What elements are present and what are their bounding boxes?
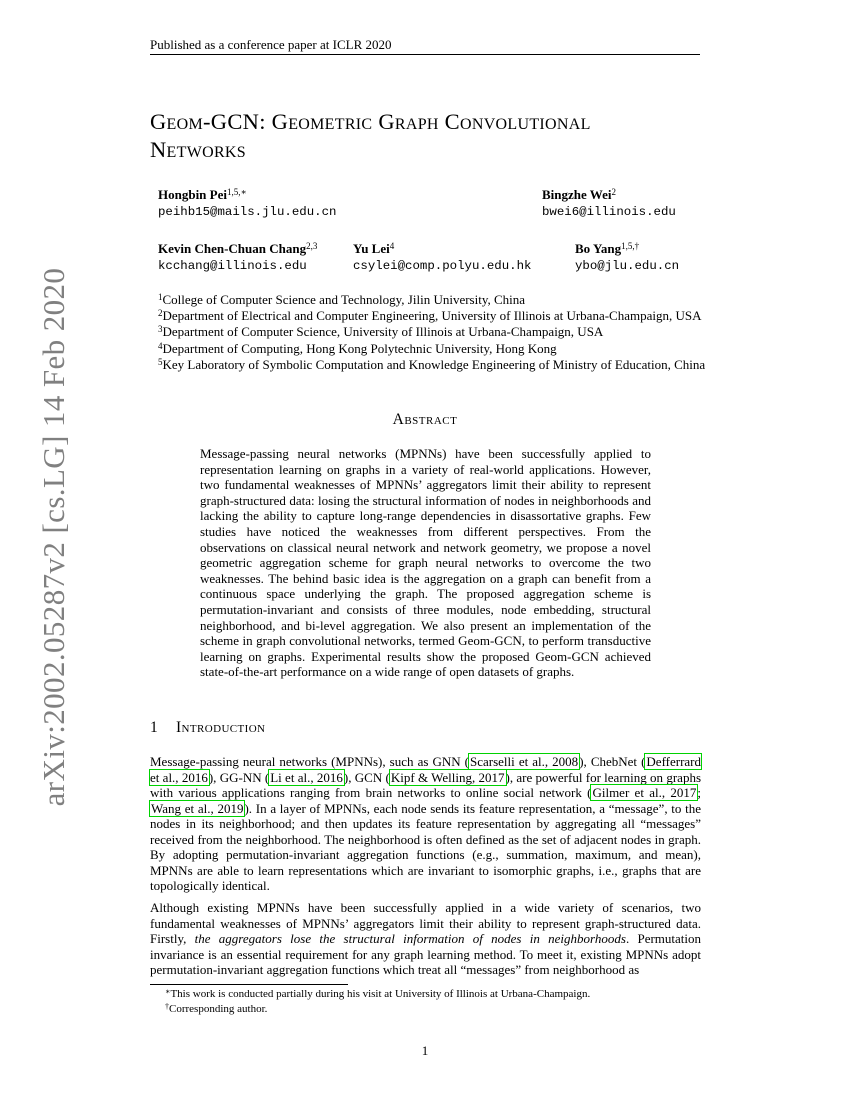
- author-block: [542, 187, 676, 220]
- footnote-marker: ∗: [165, 987, 171, 996]
- body-text: . Permutation invariance is an essential requirement for any graph learning method. To meet it, existing MPNNs adopt permutation-invariant aggregation functions which treat all “messages” from neighborhood as: [150, 931, 702, 977]
- citation-link[interactable]: Defferrard et al., 2016: [150, 754, 702, 785]
- footnote-text: This work is conducted partially during his visit at University of Illinois at Urbana-Champaign.: [170, 988, 591, 1000]
- author-name: Yu Lei: [353, 241, 390, 256]
- body-text: ), ChebNet (: [579, 754, 646, 769]
- affiliation-marker: 2: [158, 308, 163, 319]
- affiliation-text: Key Laboratory of Symbolic Computation and Knowledge Engineering of Ministry of Education, China: [162, 356, 706, 372]
- author-email[interactable]: kcchang@illinois.edu: [158, 259, 307, 273]
- affiliation-line: [158, 341, 705, 357]
- footnote-rule: [150, 984, 348, 985]
- body-text: ). In a layer of MPNNs, each node sends its feature representation, a “message”, to the nodes in its neighborhood; and then updates its feature representation by aggregating all “messages” received from the neighborhood. The neighborhood is often defined as the set of adjacent nodes in graph. By adopting permutation-invariant aggregation functions (e.g., summation, maximum, and mean), MPNNs are able to learn representations which are invariant to isomorphic graphs, i.e., graphs that are topologically identical.: [150, 800, 702, 893]
- section-number: 1: [150, 719, 158, 736]
- arxiv-identifier-stamp: arXiv:2002.05287v2 [cs.LG] 14 Feb 2020: [36, 267, 71, 807]
- author-block: [353, 241, 531, 274]
- body-text: ), are powerful for learning on graphs with various applications ranging from brain networks to online social network (: [150, 769, 702, 800]
- author-block: [158, 187, 336, 220]
- author-affil-marker: 1,5,†: [621, 241, 640, 251]
- affiliation-line: [158, 292, 705, 308]
- affiliation-marker: 1: [158, 292, 163, 302]
- author-email[interactable]: csylei@comp.polyu.edu.hk: [353, 259, 532, 273]
- section-title: Introduction: [176, 719, 266, 736]
- section-heading-introduction: [150, 719, 265, 737]
- citation-link[interactable]: Kipf & Welling, 2017: [390, 769, 505, 785]
- footnote-marker: †: [165, 1002, 169, 1011]
- body-text: Message-passing neural networks (MPNNs), such as GNN (: [150, 754, 469, 769]
- author-name: Kevin Chen-Chuan Chang: [158, 241, 307, 256]
- header-rule: [150, 54, 700, 55]
- body-text: ), GG-NN (: [208, 769, 270, 785]
- paper-title: [150, 108, 710, 164]
- author-name: Bingzhe Wei: [542, 187, 612, 202]
- affiliation-marker: 3: [158, 324, 163, 335]
- affiliation-marker: 5: [158, 356, 163, 367]
- author-affil-marker: 4: [389, 241, 395, 251]
- author-name: Hongbin Pei: [158, 187, 227, 202]
- affiliation-line: [158, 324, 705, 340]
- affiliation-text: College of Computer Science and Technology, Jilin University, China: [162, 292, 526, 307]
- body-text: ;: [697, 785, 701, 800]
- citation-link[interactable]: Wang et al., 2019: [151, 800, 244, 816]
- author-email[interactable]: bwei6@illinois.edu: [542, 205, 676, 219]
- citation-link[interactable]: Scarselli et al., 2008: [470, 754, 579, 769]
- page-number: 1: [421, 1043, 429, 1058]
- intro-paragraph-1: [150, 754, 701, 894]
- affiliations: [158, 292, 705, 373]
- intro-paragraph-2: [150, 900, 701, 978]
- running-header: Published as a conference paper at ICLR 2020: [150, 37, 392, 52]
- title-line-2: Networks: [150, 137, 246, 162]
- affiliation-line: [158, 357, 705, 373]
- footnote: [165, 1003, 267, 1016]
- affiliation-marker: 4: [158, 340, 163, 351]
- affiliation-text: Department of Electrical and Computer Engineering, University of Illinois at Urbana-Champaign, USA: [162, 308, 702, 324]
- abstract-body: Message-passing neural networks (MPNNs) have been successfully applied to representation learning on graphs in a variety of real-world applications. However, two fundamental weaknesses of MPNNs’ aggregators limit their ability to represent graph-structured data: losing the structural information of nodes in neighborhoods and lacking the ability to capture long-range dependencies in disassortative graphs. Few studies have noticed the weaknesses from different perspectives. From the observations on classical neural network and network geometry, we propose a novel geometric aggregation scheme for graph neural networks to overcome the two weaknesses. The behind basic idea is the aggregation on a graph can benefit from a continuous space underlying the graph. The proposed aggregation scheme is permutation-invariant and consists of three modules, node embedding, structural neighborhood, and bi-level aggregation. We also present an implementation of the scheme in graph convolutional networks, termed Geom-GCN, to perform transductive learning on graphs. Experimental results show the proposed Geom-GCN achieved state-of-the-art performance on a wide range of open datasets of graphs.: [200, 446, 651, 680]
- author-affil-marker: 1,5,∗: [227, 187, 247, 197]
- emphasized-text: the aggregators lose the structural information of nodes in neighborhoods: [194, 931, 626, 946]
- citation-link[interactable]: Li et al., 2016: [270, 769, 343, 785]
- author-affil-marker: 2: [611, 187, 616, 197]
- author-affil-marker: 2,3: [306, 241, 318, 251]
- author-email[interactable]: ybo@jlu.edu.cn: [575, 259, 680, 273]
- author-email[interactable]: peihb15@mails.jlu.edu.cn: [158, 205, 337, 219]
- author-block: [575, 241, 679, 274]
- affiliation-text: Department of Computing, Hong Kong Polytechnic University, Hong Kong: [162, 340, 557, 356]
- title-line-1: Geom-GCN: Geometric Graph Convolutional: [150, 109, 591, 134]
- body-text: ), GCN (: [343, 769, 390, 785]
- affiliation-text: Department of Computer Science, University of Illinois at Urbana-Champaign, USA: [162, 324, 604, 340]
- footnote-text: Corresponding author.: [169, 1003, 268, 1015]
- body-text: Although existing MPNNs have been successfully applied in a wide variety of scenarios, two fundamental weaknesses of MPNNs’ aggregators limit their ability to represent graph-structured data. Firstly,: [150, 900, 701, 946]
- footnote: [165, 988, 590, 1001]
- citation-link[interactable]: Gilmer et al., 2017: [592, 785, 697, 800]
- author-block: [158, 241, 317, 274]
- affiliation-line: [158, 308, 705, 324]
- abstract-heading: Abstract: [392, 411, 458, 428]
- author-name: Bo Yang: [575, 241, 622, 256]
